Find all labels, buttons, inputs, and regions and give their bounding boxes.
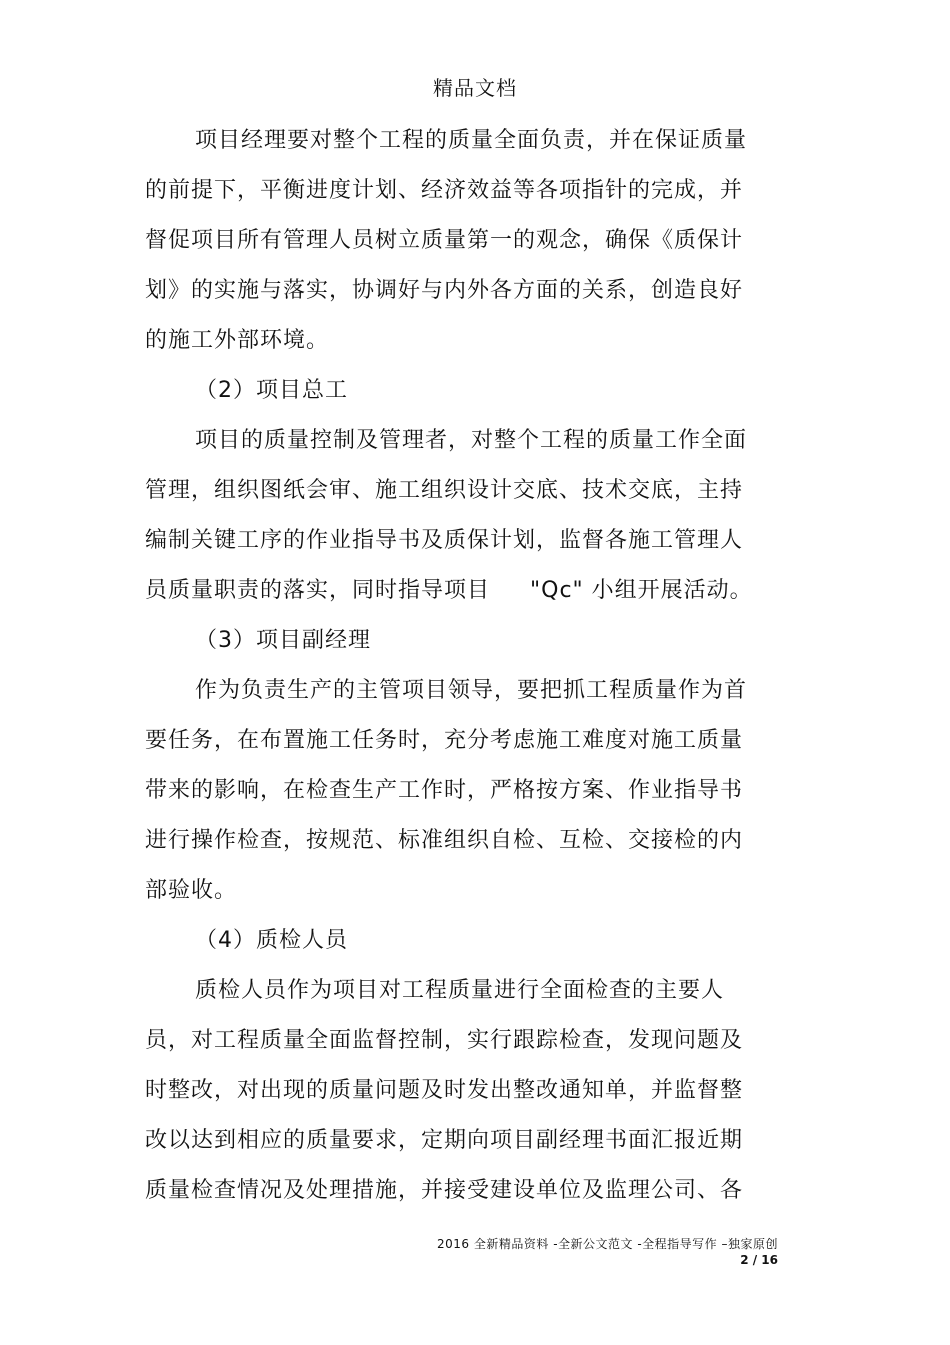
paragraph-line: 作为负责生产的主管项目领导，要把抓工程质量作为首 (195, 678, 748, 703)
document-body (145, 116, 753, 1216)
paragraph-line: 时整改，对出现的质量问题及时发出整改通知单，并监督整 (145, 1078, 744, 1103)
paragraph-line: 带来的影响，在检查生产工作时，严格按方案、作业指导书 (145, 778, 744, 803)
paragraph-line: 进行操作检查，按规范、标准组织自检、互检、交接检的内 (145, 828, 744, 853)
paragraph-line: 要任务，在布置施工任务时，充分考虑施工难度对施工质量 (145, 728, 744, 753)
paragraph-line: 部验收。 (145, 878, 238, 903)
paragraph-line: 的施工外部环境。 (145, 328, 330, 353)
paragraph-line: 质检人员作为项目对工程质量进行全面检查的主要人 (195, 978, 725, 1003)
paragraph-line: 改以达到相应的质量要求，定期向项目副经理书面汇报近期 (145, 1128, 744, 1153)
page-footer-text: 2016 全新精品资料 -全新公文范文 -全程指导写作 –独家原创 (437, 1237, 778, 1251)
paragraph-line: 项目经理要对整个工程的质量全面负责，并在保证质量 (195, 128, 748, 153)
paragraph-line-part: "Qc" 小组开展活动。 (530, 578, 753, 603)
paragraph-line: 编制关键工序的作业指导书及质保计划，监督各施工管理人 (145, 528, 744, 553)
paragraph-line-split (145, 566, 753, 616)
paragraph-line: 督促项目所有管理人员树立质量第一的观念，确保《质保计 (145, 228, 744, 253)
paragraph-line: 划》的实施与落实，协调好与内外各方面的关系，创造良好 (145, 278, 744, 303)
paragraph-line-part: 员质量职责的落实，同时指导项目 (145, 578, 491, 603)
section-heading-quality-inspector: （4）质检人员 (195, 928, 348, 953)
section-heading-chief-engineer: （2）项目总工 (195, 378, 348, 403)
section-heading-deputy-manager: （3）项目副经理 (195, 628, 371, 653)
paragraph-line: 管理，组织图纸会审、施工组织设计交底、技术交底，主持 (145, 478, 744, 503)
paragraph-line: 的前提下，平衡进度计划、经济效益等各项指针的完成，并 (145, 178, 744, 203)
page-header-title: 精品文档 (433, 76, 517, 100)
page-number: 2 / 16 (740, 1253, 778, 1267)
paragraph-line: 质量检查情况及处理措施，并接受建设单位及监理公司、各 (145, 1178, 744, 1203)
paragraph-line: 员，对工程质量全面监督控制，实行跟踪检查，发现问题及 (145, 1028, 744, 1053)
paragraph-line: 项目的质量控制及管理者，对整个工程的质量工作全面 (195, 428, 748, 453)
